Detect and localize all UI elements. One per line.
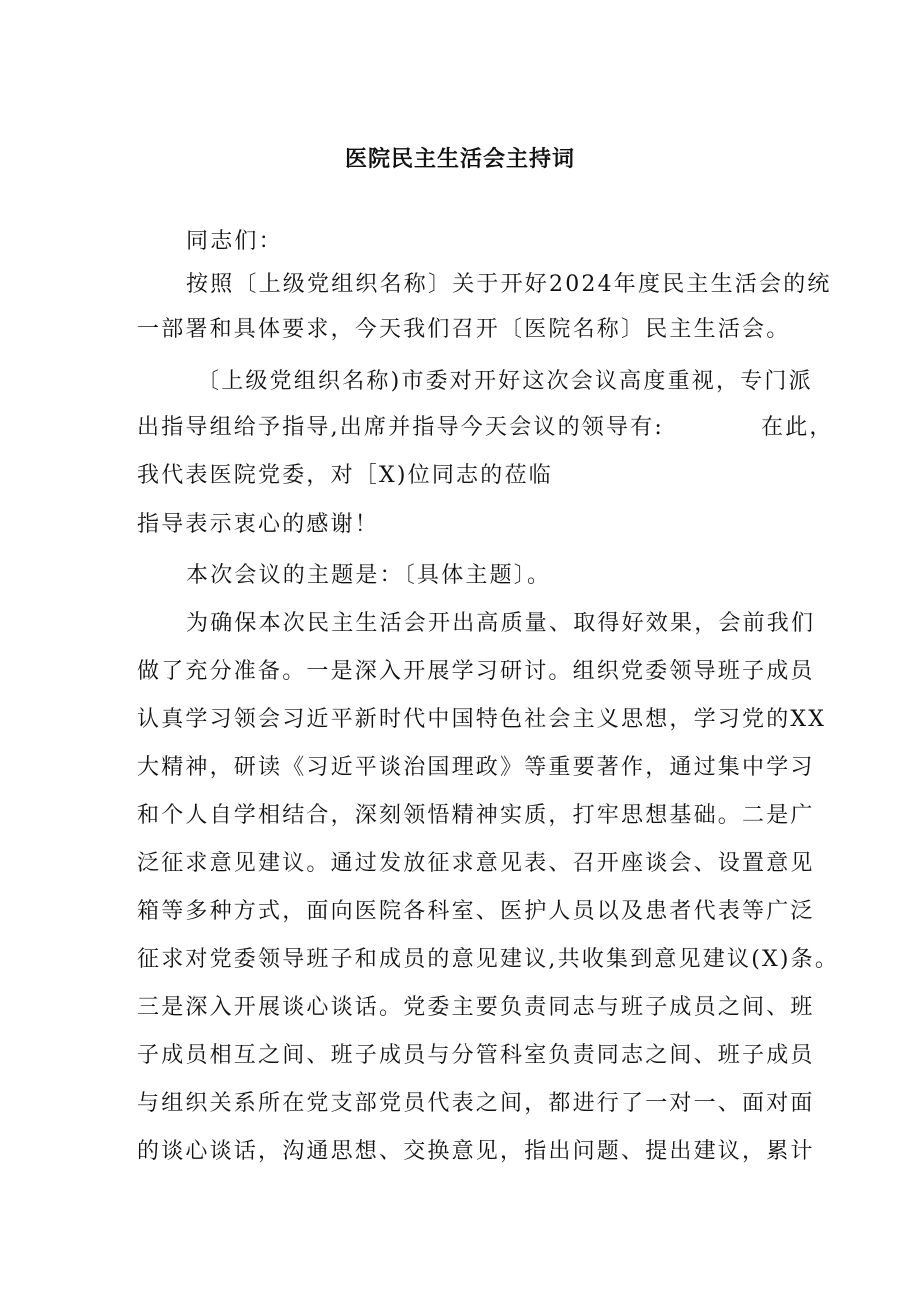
paragraph-line: 我代表医院党委，对［X)位同志的莅临 — [137, 463, 553, 488]
paragraph-line: 做了充分准备。一是深入开展学习研讨。组织党委领导班子成员 — [137, 659, 815, 684]
paragraph-line: 子成员相互之间、班子成员与分管科室负责同志之间、班子成员 — [137, 1043, 815, 1068]
paragraph-line: 出指导组给予指导,出席并指导今天会议的领导有: — [137, 415, 665, 440]
paragraph-line: 指导表示衷心的感谢！ — [137, 512, 380, 537]
salutation: 同志们： — [186, 229, 283, 254]
paragraph-line: 本次会议的主题是：〔具体主题〕。 — [186, 563, 552, 588]
paragraph-line: 为确保本次民主生活会开出高质量、取得好效果，会前我们 — [186, 611, 816, 636]
document-title: 医院民主生活会主持词 — [344, 146, 575, 172]
paragraph-line-fragment: 在此， — [761, 415, 834, 440]
paragraph-line: 与组织关系所在党支部党员代表之间，都进行了一对一、面对面 — [137, 1091, 815, 1116]
paragraph-line: 箱等多种方式，面向医院各科室、医护人员以及患者代表等广泛 — [137, 899, 815, 924]
paragraph-line: 大精神，研读《习近平谈治国理政》等重要著作，通过集中学习 — [137, 755, 815, 780]
paragraph-line: 认真学习领会习近平新时代中国特色社会主义思想，学习党的XX — [137, 707, 827, 732]
paragraph-line: 一部署和具体要求，今天我们召开〔医院名称〕民主生活会。 — [137, 317, 791, 342]
paragraph-line: 和个人自学相结合，深刻领悟精神实质，打牢思想基础。二是广 — [137, 803, 815, 828]
paragraph-line: 〔上级党组织名称)市委对开好这次会议高度重视，专门派 — [197, 369, 813, 394]
paragraph-line: 三是深入开展谈心谈话。党委主要负责同志与班子成员之间、班 — [137, 995, 815, 1020]
paragraph-line: 的谈心谈话，沟通思想、交换意见，指出问题、提出建议，累计 — [137, 1139, 815, 1164]
paragraph-line: 征求对党委领导班子和成员的意见建议,共收集到意见建议(X)条。 — [137, 947, 840, 972]
paragraph-line: 按照〔上级党组织名称〕关于开好2024年度民主生活会的统 — [186, 272, 832, 297]
paragraph-line: 泛征求意见建议。通过发放征求意见表、召开座谈会、设置意见 — [137, 851, 815, 876]
